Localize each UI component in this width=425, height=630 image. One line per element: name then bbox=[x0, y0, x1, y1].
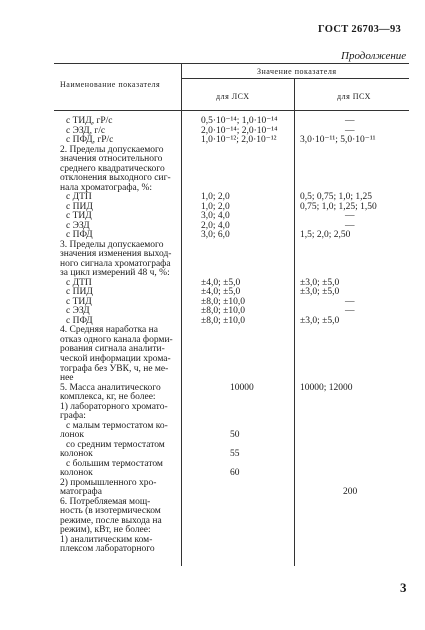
page-number: 3 bbox=[400, 580, 407, 595]
table-cell-psh: — bbox=[345, 211, 355, 222]
table-row-label: с ПФД bbox=[66, 315, 93, 326]
table-row-label: рования сигнала аналити- bbox=[60, 344, 165, 355]
table-row-label: 1) лабораторного хромато- bbox=[60, 401, 168, 412]
continuation-label: Продолжение bbox=[341, 50, 407, 62]
table-cell-lsh: 0,5·10⁻¹⁴; 1,0·10⁻¹⁴ bbox=[201, 116, 278, 126]
table-row-label: с ДТП bbox=[66, 192, 92, 203]
table-row-label: 1) аналитическим ком- bbox=[60, 534, 153, 545]
table-row-label: отклонения выходного сиг- bbox=[60, 173, 171, 184]
table-cell-psh: — bbox=[345, 306, 355, 317]
table-cell-psh: — bbox=[345, 220, 355, 231]
table-row-label: режиме, после выхода на bbox=[60, 515, 162, 526]
column-header-psh: для ПСХ bbox=[337, 92, 371, 101]
table-row-label: 3. Пределы допускаемого bbox=[60, 239, 164, 250]
table-row-label: с малым термостатом ко- bbox=[66, 420, 168, 431]
table-cell-psh: — bbox=[345, 125, 355, 136]
table-vertical-divider-2 bbox=[294, 79, 295, 566]
table-row-label: нее bbox=[60, 373, 74, 384]
table-row-label: за цикл измерений 48 ч, %: bbox=[60, 268, 170, 279]
table-row-label: 4. Средняя наработка на bbox=[60, 325, 158, 336]
table-row-label: с ЭЗД, г/с bbox=[66, 125, 106, 136]
table-row-label: 2) промышленного хро- bbox=[60, 477, 157, 488]
table-row-label: со средним термостатом bbox=[66, 439, 165, 450]
table-cell-lsh: 1,0·10⁻¹²; 2,0·10⁻¹² bbox=[201, 135, 277, 146]
table-row-label: лонок bbox=[60, 430, 84, 441]
column-header-value-group: Значение показателя bbox=[257, 67, 337, 76]
table-cell-psh: 0,75; 1,0; 1,25; 1,50 bbox=[300, 201, 377, 212]
table-row-label: значения изменения выход- bbox=[60, 249, 172, 260]
table-cell-psh: ±3,0; ±5,0 bbox=[300, 287, 340, 298]
table-cell-lsh: 55 bbox=[230, 449, 240, 460]
table-row-label: плексом лабораторного bbox=[60, 544, 155, 555]
table-row-label: с большим термостатом bbox=[66, 458, 163, 469]
table-vertical-divider-1 bbox=[181, 63, 182, 566]
table-row-label: среднего квадратического bbox=[60, 163, 165, 174]
table-row-label: ного сигнала хроматографа bbox=[60, 258, 171, 269]
table-cell-lsh: 1,0; 2,0 bbox=[201, 201, 230, 212]
table-cell-lsh: 60 bbox=[230, 468, 240, 479]
table-cell-lsh: ±4,0; ±5,0 bbox=[201, 287, 241, 298]
table-cell-psh: — bbox=[345, 296, 355, 307]
table-cell-lsh: 3,0; 6,0 bbox=[201, 230, 230, 241]
table-cell-lsh: ±8,0; ±10,0 bbox=[201, 306, 245, 317]
table-row-label: 5. Масса аналитического bbox=[60, 382, 161, 393]
table-row-label: с ТИД bbox=[66, 211, 92, 222]
table-row-label: матографа bbox=[60, 487, 102, 498]
table-cell-psh: 200 bbox=[343, 487, 358, 498]
table-row-label: отказ одного канала форми- bbox=[60, 334, 173, 345]
table-row-label: с ЭЗД bbox=[66, 220, 90, 231]
table-row-label: режим), кВт, не более: bbox=[60, 525, 151, 536]
table-cell-lsh: ±8,0; ±10,0 bbox=[201, 315, 245, 326]
table-cell-lsh: 10000 bbox=[230, 382, 254, 393]
table-row-label: графа: bbox=[60, 411, 86, 422]
table-cell-lsh: ±4,0; ±5,0 bbox=[201, 277, 241, 288]
table-cell-psh: — bbox=[345, 116, 355, 126]
table-header-bottom-border bbox=[54, 110, 409, 111]
table-cell-lsh: 3,0; 4,0 bbox=[201, 211, 230, 222]
table-row-label: 6. Потребляемая мощ- bbox=[60, 496, 151, 507]
table-row-label: с ТИД, гР/с bbox=[66, 116, 113, 126]
table-row-label: ность (в изотермическом bbox=[60, 506, 161, 517]
standard-number: ГОСТ 26703—93 bbox=[318, 24, 402, 35]
table-row-label: колонок bbox=[60, 449, 93, 460]
table-row-label: с ДТП bbox=[66, 277, 92, 288]
table-row-label: ческой информации хрома- bbox=[60, 354, 171, 364]
table-cell-psh: ±3,0; ±5,0 bbox=[300, 277, 340, 288]
table-row-label: значения относительного bbox=[60, 154, 163, 165]
table-row-label: с ПИД bbox=[66, 287, 93, 298]
table-row-label: 2. Пределы допускаемого bbox=[60, 144, 164, 155]
table-subheader-border bbox=[182, 78, 409, 79]
table-cell-lsh: 2,0·10⁻¹⁴; 2,0·10⁻¹⁴ bbox=[201, 125, 278, 136]
column-header-name: Наименование показателя bbox=[60, 80, 161, 89]
table-row-label: тографа без УВК, ч, не ме- bbox=[60, 363, 169, 374]
table-row-label: с ЭЗД bbox=[66, 306, 90, 317]
table-row-label: с ПФД, гР/с bbox=[66, 135, 114, 146]
table-cell-lsh: 1,0; 2,0 bbox=[201, 192, 230, 203]
table-cell-psh: 3,0·10⁻¹¹; 5,0·10⁻¹¹ bbox=[300, 135, 376, 146]
table-top-border bbox=[54, 63, 409, 64]
table-row-label: с ТИД bbox=[66, 296, 92, 307]
table-row-label: с ПИД bbox=[66, 201, 93, 212]
column-header-lsh: для ЛСХ bbox=[216, 92, 250, 101]
table-cell-psh: 1,5; 2,0; 2,50 bbox=[300, 230, 351, 241]
table-cell-lsh: 2,0; 4,0 bbox=[201, 220, 230, 231]
table-cell-lsh: ±8,0; ±10,0 bbox=[201, 296, 245, 307]
table-row-label: с ПФД bbox=[66, 230, 93, 241]
table-cell-psh: 0,5; 0,75; 1,0; 1,25 bbox=[300, 192, 373, 203]
table-row-label: комплекса, кг, не более: bbox=[60, 392, 156, 403]
table-cell-psh: 10000; 12000 bbox=[300, 382, 353, 393]
table-row-label: нала хроматографа, %: bbox=[60, 182, 153, 193]
table-cell-psh: ±3,0; ±5,0 bbox=[300, 315, 340, 326]
table-row-label: колонок bbox=[60, 468, 93, 479]
table-cell-lsh: 50 bbox=[230, 430, 240, 441]
